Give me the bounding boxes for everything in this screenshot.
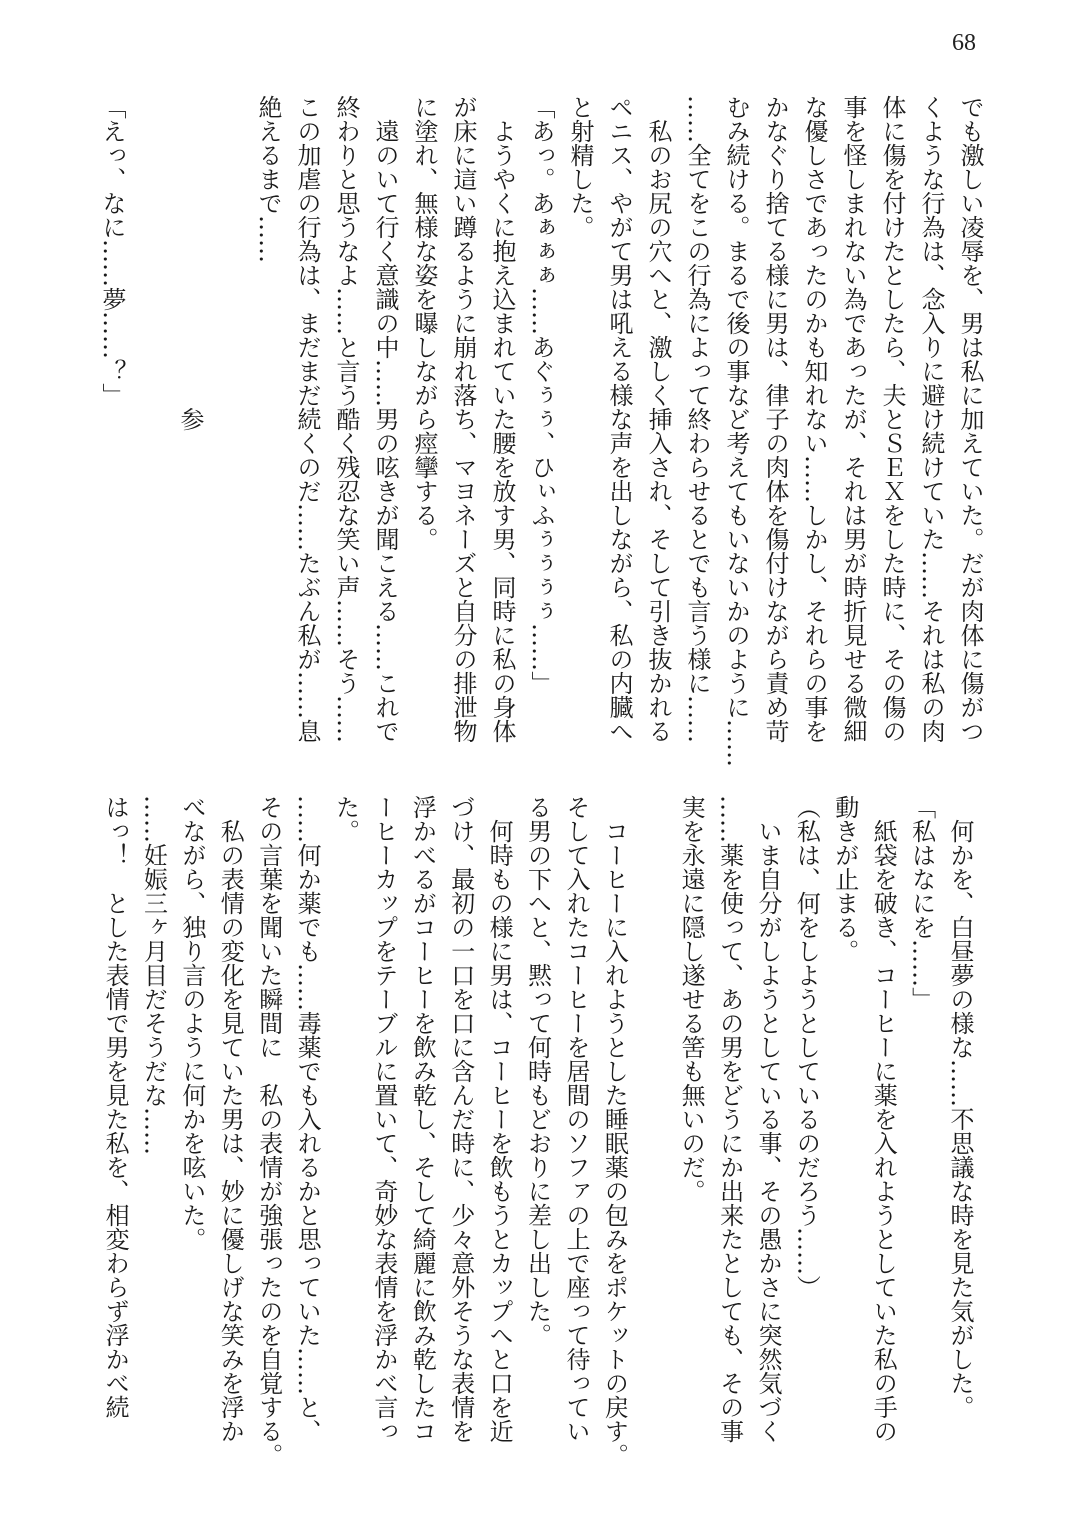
upper-text-block xyxy=(92,95,989,767)
text-column: 体に傷を付けたとしたら、夫とＳＥＸをした時に、その傷の xyxy=(878,95,906,743)
text-column: る男の下へと、黙って何時もどおりに差し出した。 xyxy=(523,795,552,1347)
text-column: 何かを、白昼夢の様な……不思議な時を見た気がした。 xyxy=(946,795,974,1419)
text-column: むみ続ける。まるで後の事など考えてもいないかのように…… xyxy=(722,95,750,767)
text-column: 「えっ、なに……夢……？」 xyxy=(98,95,126,407)
text-column: 浮かべるがコーヒーを飲み乾し、そして綺麗に飲み乾したコ xyxy=(408,795,437,1443)
text-column: ようやくに抱え込まれていた腰を放す男、同時に私の身体 xyxy=(488,95,516,743)
text-column: づけ、最初の一口を口に含んだ時に、少々意外そうな表情を xyxy=(446,795,475,1443)
text-column: はっ！ とした表情で男を見た私を、相変わらず浮かべ続 xyxy=(101,795,130,1419)
section-marker: 参 xyxy=(176,407,204,431)
lower-text-block xyxy=(96,795,979,1475)
text-column: この加虐の行為は、まだまだ続くのだ……たぶん私が……息 xyxy=(293,95,321,743)
text-column: べながら、独り言のように何かを呟いた。 xyxy=(177,795,206,1251)
text-column: そして入れたコーヒーを居間のソファの上で座って待ってい xyxy=(561,795,590,1443)
text-column: コーヒーに入れようとした睡眠薬の包みをポケットの戻す。 xyxy=(600,795,629,1467)
text-column: な優しさであったのかも知れない……しかし、それらの事を xyxy=(800,95,828,743)
text-column: 動きが止まる。 xyxy=(830,795,859,963)
text-column: いま自分がしようとしている事、その愚かさに突然気づく xyxy=(753,795,782,1443)
text-column: 紙袋を破き、コーヒーに薬を入れようとしていた私の手の xyxy=(869,795,898,1443)
text-column: が床に這い蹲るように崩れ落ち、マヨネーズと自分の排泄物 xyxy=(449,95,477,743)
text-column: ……何か薬でも……毒薬でも入れるかと思っていた……と、 xyxy=(293,795,322,1443)
text-column: と射精した。 xyxy=(566,95,594,239)
blank-column xyxy=(131,95,170,755)
blank-column xyxy=(209,95,248,755)
text-column: 私のお尻の穴へと、激しく挿入され、そして引き抜かれる xyxy=(644,95,672,743)
text-column: ペニス、やがて男は吼える様な声を出しながら、私の内臓へ xyxy=(605,95,633,743)
text-column: た。 xyxy=(331,795,360,843)
blank-column xyxy=(633,795,671,1475)
text-column: その言葉を聞いた瞬間に 私の表情が強張ったのを自覚する。 xyxy=(254,795,283,1467)
text-column: に塗れ、無様な姿を曝しながら痙攣する。 xyxy=(410,95,438,551)
text-column: 遠のいて行く意識の中……男の呟きが聞こえる……これで xyxy=(371,95,399,743)
text-column: ……薬を使って、あの男をどうにか出来たとしても、その事 xyxy=(715,795,744,1443)
text-column: 私の表情の変化を見ていた男は、妙に優しげな笑みを浮か xyxy=(216,795,245,1443)
text-column: 何時もの様に男は、コーヒーを飲もうとカップへと口を近 xyxy=(485,795,514,1443)
text-column: （私は、何をしようとしているのだろう……） xyxy=(792,795,821,1299)
text-column: 絶えるまで…… xyxy=(254,95,282,263)
text-column: かなぐり捨てる様に男は、律子の肉体を傷付けながら責め苛 xyxy=(761,95,789,743)
text-column: 実を永遠に隠し遂せる筈も無いのだ。 xyxy=(677,795,706,1203)
text-column: 「あっ。あぁぁぁ……あぐぅぅ、ひぃふぅぅぅぅ……」 xyxy=(527,95,555,695)
text-column: 事を怪しまれない為であったが、それは男が時折見せる微細 xyxy=(839,95,867,743)
page-number: 68 xyxy=(952,30,976,56)
text-column: 終わりと思うなよ……と言う酷く残忍な笑い声……そう…… xyxy=(332,95,360,743)
text-column: ……全てをこの行為によって終わらせるとでも言う様に…… xyxy=(683,95,711,743)
text-column: くような行為は、念入りに避け続けていた……それは私の肉 xyxy=(917,95,945,743)
text-column: ……妊娠三ヶ月目だそうだな…… xyxy=(139,795,168,1155)
text-column: 「私はなにを……」 xyxy=(907,795,936,1011)
text-column: ーヒーカップをテーブルに置いて、奇妙な表情を浮かべ言っ xyxy=(369,795,398,1443)
text-column: でも激しい凌辱を、男は私に加えていた。だが肉体に傷がつ xyxy=(956,95,984,743)
